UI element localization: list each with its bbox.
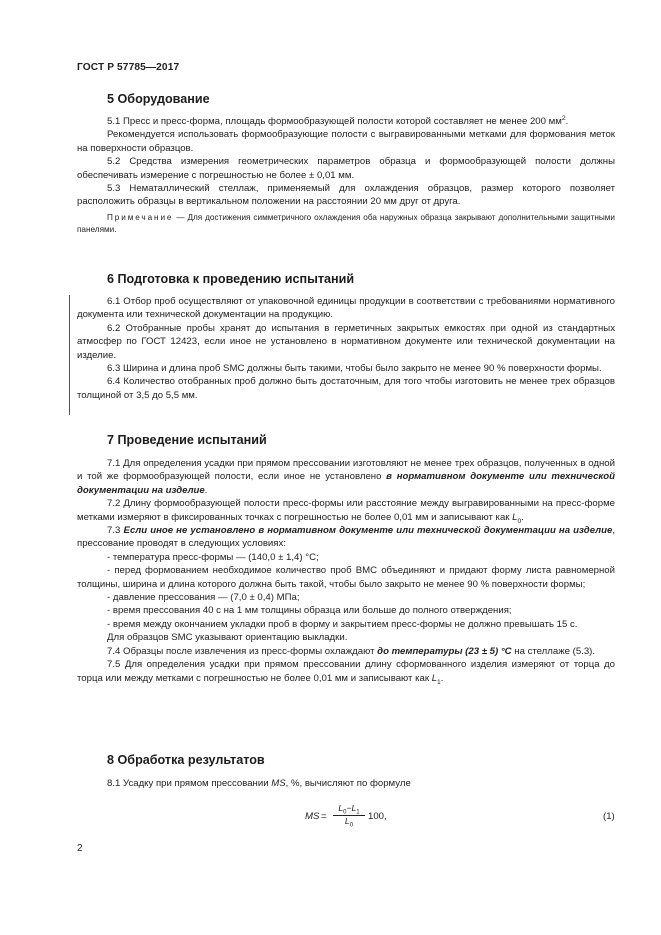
var-l0: L bbox=[344, 816, 350, 826]
paragraph-7-2 bbox=[77, 497, 615, 524]
paragraph-7-smc: Для образцов SMC указывают ориентацию выкладки. bbox=[107, 632, 348, 644]
paragraph-6-1: 6.1 Отбор проб осуществляют от упаковочной единицы продукции в соответствии с требованиями нормативного документа или технической документации на продукцию. bbox=[77, 296, 615, 321]
paragraph-6-2: 6.2 Отобранные пробы хранят до испытания в герметичных закрытых емкостях при одной из стандартных атмосфер по ГОСТ 12423, если иное не установлено в нормативном документе или технической документации на изделие. bbox=[77, 322, 615, 361]
section-8-body bbox=[77, 777, 615, 790]
paragraph-7-1-end: . bbox=[204, 484, 208, 496]
paragraph-5-2: 5.2 Средства измерения геометрических параметров образца и формообразующей полости должны обеспечивать измерение с погрешностью не более ± 0,01 мм. bbox=[77, 156, 615, 181]
formula-equals: = bbox=[321, 811, 327, 822]
var-l1: L bbox=[351, 803, 357, 813]
section-6-body bbox=[77, 295, 615, 402]
paragraph-8-1-end: , %, вычисляют по формуле bbox=[285, 778, 411, 789]
paragraph-6-4: 6.4 Количество отобранных проб должно быть достаточным, для того чтобы изготовить не менее трех образцов толщиной от 3,5 до 5,5 мм. bbox=[77, 376, 615, 401]
emphasis: до температуры (23 ± 5) °С bbox=[377, 645, 512, 657]
variable: L bbox=[431, 672, 438, 684]
superscript: 2 bbox=[561, 114, 566, 122]
paragraph-7-4 bbox=[77, 645, 615, 658]
paragraph-7-4-end: на стеллаже (5.3). bbox=[511, 645, 596, 657]
section-7-title: 7 Проведение испытаний bbox=[107, 433, 267, 447]
paragraph-7-5-text: 7.5 Для определения усадки при прямом прессовании длину сформованного изделия измеряют от торца до торца или между метками с погрешностью не более 0,01 мм и записывают как bbox=[77, 659, 615, 684]
paragraph-7-4-text: 7.4 Образцы после извлечения из пресс-формы охлаждают bbox=[107, 645, 378, 657]
formula-fraction bbox=[333, 803, 365, 827]
list-item-pressure: - давление прессования — (7,0 ± 0,4) МПа; bbox=[107, 592, 300, 604]
minus-sign: − bbox=[346, 803, 352, 813]
emphasis: в нормативном документе или технической документации на изделие bbox=[77, 471, 615, 496]
paragraph-5-1-text: 5.1 Пресс и пресс-форма, площадь формообразующей полости которой составляет не менее 200 мм bbox=[107, 116, 562, 127]
formula-multiplier: 100, bbox=[368, 811, 387, 822]
emphasis: Если иное не установлено в нормативном документе или технической документации на изделие bbox=[123, 525, 613, 537]
section-7-body bbox=[77, 457, 615, 685]
paragraph-8-1-text: 8.1 Усадку при прямом прессовании bbox=[107, 778, 272, 789]
paragraph-7-2-text: 7.2 Длину формообразующей полости пресс-формы или расстояние между выгравированными на пресс-форме метками измеряют в фиксированных точках с погрешностью не более 0,01 мм и записывают как bbox=[77, 498, 615, 523]
paragraph-8-1 bbox=[77, 777, 615, 790]
formula-1 bbox=[77, 800, 615, 840]
subscript: 1 bbox=[356, 809, 360, 816]
formula-lhs: MS bbox=[305, 811, 320, 822]
list-item-temperature: - температура пресс-формы — (140,0 ± 1,4) °С; bbox=[107, 551, 319, 563]
list-item-time: - время прессования 40 с на 1 мм толщины образца или больше до полного отверждения; bbox=[107, 605, 512, 617]
paragraph-7-1 bbox=[77, 457, 615, 497]
var-l0: L bbox=[338, 803, 344, 813]
fraction-denominator bbox=[333, 816, 365, 827]
note-label: Примечание bbox=[107, 212, 174, 222]
paragraph-7-2-end: . bbox=[521, 511, 524, 523]
note-5 bbox=[77, 212, 615, 236]
section-5-title: 5 Оборудование bbox=[107, 92, 210, 106]
paragraph-6-3: 6.3 Ширина и длина проб SMC должны быть такими, чтобы было закрыто не менее 90 % поверхности формы. bbox=[107, 363, 602, 375]
subscript: 0 bbox=[349, 822, 354, 829]
subscript: 0 bbox=[343, 809, 347, 816]
paragraph-7-3-text: , прессование проводят в следующих условиях: bbox=[77, 525, 615, 550]
section-6-title: 6 Подготовка к проведению испытаний bbox=[107, 272, 355, 286]
variable: L bbox=[512, 511, 518, 523]
subscript: 0 bbox=[517, 517, 522, 525]
paragraph-5-1-end: . bbox=[565, 116, 569, 127]
paragraph-7-3-number: 7.3 bbox=[107, 525, 124, 537]
paragraph-7-3 bbox=[77, 524, 615, 551]
paragraph-7-1-text: 7.1 Для определения усадки при прямом прессовании изготовляют не менее трех образцов, полученных в одной и той же формообразующей полости, если иное не установлено bbox=[77, 458, 615, 483]
fraction-numerator bbox=[333, 803, 365, 816]
subscript: 1 bbox=[437, 678, 441, 686]
page-number: 2 bbox=[77, 843, 83, 854]
list-item-closing: - время между окончанием укладки проб в форму и закрытием пресс-формы не должно превышать 15 с. bbox=[107, 618, 578, 630]
variable: MS bbox=[271, 778, 286, 789]
paragraph-7-5-end: . bbox=[440, 672, 444, 684]
paragraph-7-5 bbox=[77, 658, 615, 685]
standard-header: ГОСТ Р 57785—2017 bbox=[77, 62, 180, 73]
paragraph-5-1 bbox=[77, 115, 615, 128]
section-8-title: 8 Обработка результатов bbox=[107, 753, 265, 767]
paragraph-5-1-recommendation: Рекомендуется использовать формообразующие полости с выгравированными метками для формования меток на поверхности образцов. bbox=[77, 129, 615, 154]
note-text: — Для достижения симметричного охлаждения оба наружных образца закрывают дополнительными защитными панелями. bbox=[77, 212, 615, 234]
change-bar bbox=[69, 295, 70, 415]
section-5-body bbox=[77, 115, 615, 236]
formula-number: (1) bbox=[603, 811, 615, 822]
paragraph-5-3: 5.3 Нематаллический стеллаж, применяемый для охлаждения образцов, размер которого позволяет расположить образцы в вертикальном положении на расстоянии 20 мм друг от друга. bbox=[77, 183, 615, 208]
list-item-forming: - перед формованием необходимое количество проб ВМС объединяют и придают форму листа равномерной толщины, ширина и длина которого должна быть такой, чтобы было закрыто не менее 90 % поверхности формы; bbox=[77, 565, 615, 590]
